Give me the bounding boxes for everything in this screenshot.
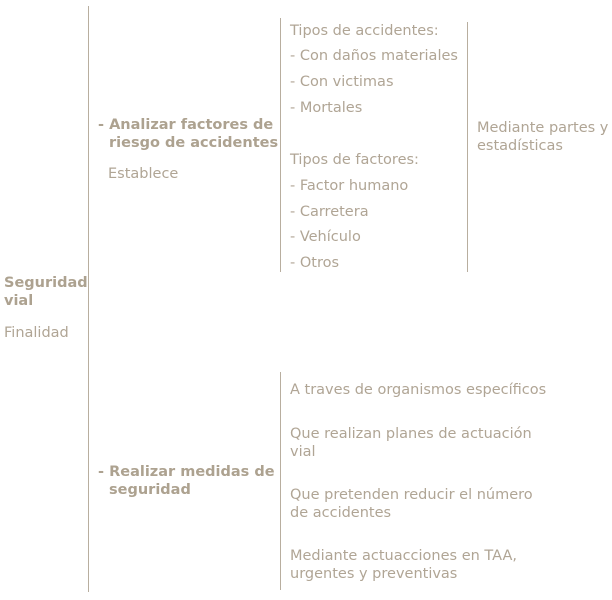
realizar-title: - Realizar medidas de seguridad [98, 464, 275, 498]
types-bracket-line [467, 22, 468, 272]
analizar-method: Mediante partes y estadísticas [477, 120, 609, 154]
realizar-item: A traves de organismos específicos [290, 382, 547, 398]
accidentes-heading: Tipos de accidentes: [290, 23, 439, 39]
realizar-item: Que realizan planes de actuación vial [290, 426, 532, 460]
factor-item: - Otros [290, 255, 340, 271]
realizar-item: Mediante actuacciones en TAA, urgentes y preventivas [290, 548, 517, 582]
realizar-item: Que pretenden reducir el número de accidentes [290, 487, 533, 521]
factores-heading: Tipos de factores: [290, 152, 419, 168]
accidente-item: - Con victimas [290, 74, 394, 90]
accidente-item: - Mortales [290, 100, 363, 116]
factor-item: - Factor humano [290, 178, 409, 194]
accidente-item: - Con daños materiales [290, 48, 458, 64]
root-bracket-line [88, 6, 89, 592]
root-title: Seguridad vial [4, 275, 88, 309]
analizar-title: - Analizar factores de riesgo de accidentes [98, 117, 279, 151]
analizar-relation: Establece [108, 166, 179, 182]
root-relation: Finalidad [4, 325, 69, 341]
factor-item: - Carretera [290, 204, 369, 220]
factor-item: - Vehículo [290, 229, 361, 245]
